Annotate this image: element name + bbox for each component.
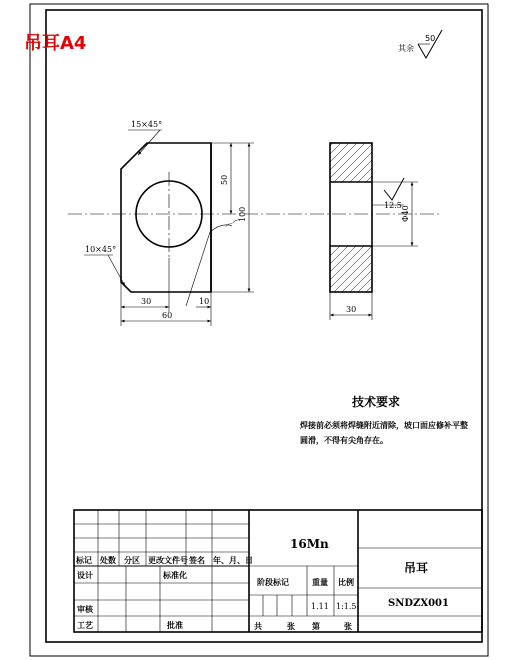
- dim-50: [211, 143, 236, 214]
- tech-line-1: 焊接前必须将焊缝附近清除，坡口面应修补平整: [300, 421, 468, 430]
- dim-30-side: [330, 292, 372, 320]
- sheet-no-label: 第: [312, 622, 320, 631]
- dim-10-text: 10: [199, 297, 210, 306]
- stage-label: 阶段标记: [257, 578, 289, 587]
- standardize-label: 标准化: [163, 571, 187, 580]
- process-label: 工艺: [77, 621, 93, 630]
- tech-line-2: 圆滑，不得有尖角存在。: [300, 436, 388, 445]
- total-label: 共: [254, 622, 262, 631]
- weight-label: 重量: [312, 578, 328, 587]
- drawing-number: SNDZX001: [388, 598, 449, 609]
- chamfer-top-text: 15×45°: [131, 120, 163, 129]
- title-block: [74, 510, 482, 632]
- dim-60: [121, 311, 211, 321]
- dim-30-side-text: 30: [346, 305, 357, 314]
- tech-heading: 技术要求: [352, 395, 401, 409]
- scale-value: 1:1.5: [336, 602, 357, 611]
- side-view: [276, 128, 420, 310]
- drawing-frame: [46, 10, 482, 642]
- design-label: 设计: [77, 571, 93, 580]
- dim-phi40-text: Φ40: [401, 205, 410, 222]
- chamfer-top-callout: [128, 120, 162, 155]
- approve-label: 批准: [167, 621, 183, 630]
- tech-requirements: [300, 394, 468, 446]
- roughness-value: 50: [425, 34, 436, 43]
- dim-30-front-text: 30: [141, 297, 152, 306]
- sheet-border: [30, 4, 488, 656]
- dim-50-text: 50: [220, 174, 229, 185]
- roughness-label: 其余: [398, 44, 414, 53]
- weld-roughness-note: [372, 178, 404, 210]
- weld-roughness-text: 12.5: [384, 201, 402, 210]
- review-label: 审核: [77, 605, 93, 614]
- header-zone: 分区: [124, 556, 140, 565]
- chamfer-bottom-text: 10×45°: [85, 245, 117, 254]
- dim-60-text: 60: [162, 311, 173, 320]
- header-date: 年、月、日: [213, 556, 253, 565]
- dim-100-text: 100: [238, 206, 247, 222]
- header-signature: 签名: [189, 556, 205, 565]
- dim-100: [211, 143, 254, 292]
- sheet-label: 张: [344, 622, 352, 631]
- sheets-label: 张: [287, 622, 295, 631]
- material-text: 16Mn: [290, 537, 329, 551]
- title-stamp: 吊耳A4: [24, 33, 87, 54]
- header-count: 处数: [100, 556, 116, 565]
- header-change-doc: 更改文件号: [148, 556, 188, 565]
- weight-value: 1.11: [311, 602, 329, 611]
- chamfer-bottom-callout: [84, 245, 125, 286]
- roughness-note: [398, 30, 442, 58]
- weld-symbol-icon: ⌒⌒: [224, 218, 244, 234]
- part-name: 吊耳: [404, 561, 429, 575]
- scale-label: 比例: [338, 578, 354, 587]
- weld-callout: [186, 218, 243, 306]
- weld-roughness-icon: [384, 178, 404, 200]
- header-mark: 标记: [76, 556, 92, 565]
